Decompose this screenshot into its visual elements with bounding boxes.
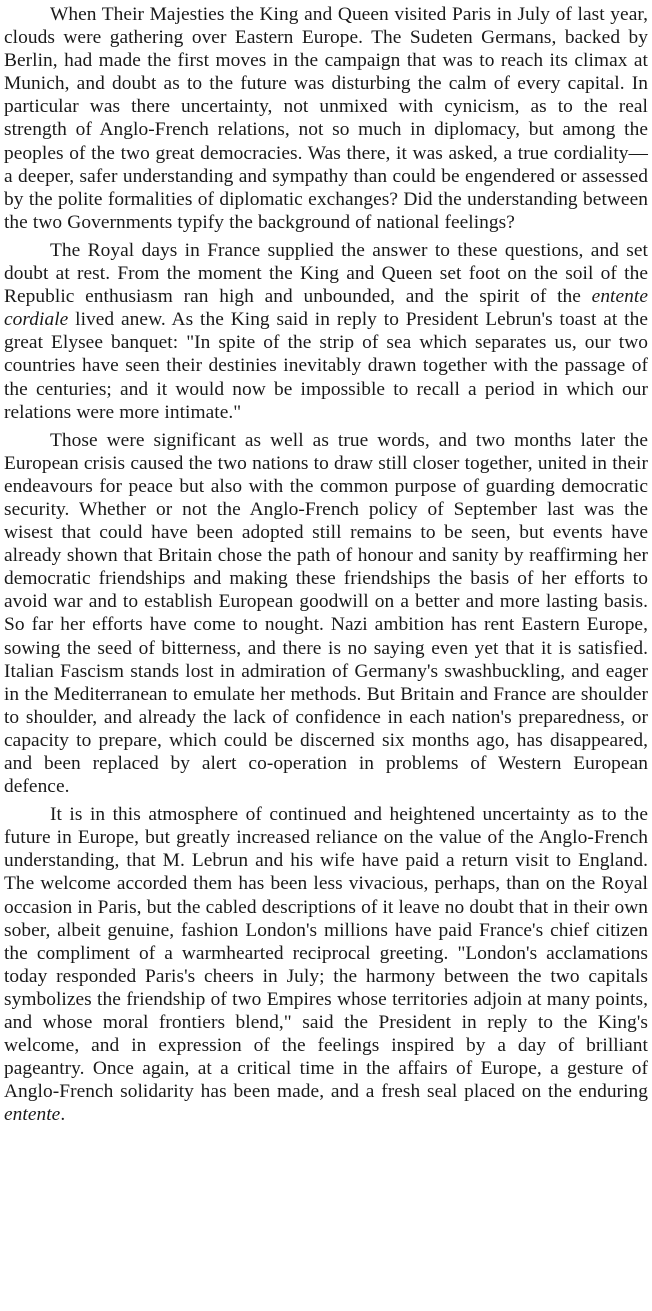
text-run: . <box>60 1104 66 1126</box>
text-run: Those were significant as well as true words, and two months later the European crisis caused the two nations to draw still closer together, united in their endeavours for peace but also with the common purpose of guarding democratic security. Whether or not the Anglo-French policy of September last was the wisest that could have been adopted still remains to be seen, but events have already shown that Britain chose the path of honour and sanity by reaffirming her democratic friendships and making these friendships the basis of her efforts to avoid war and to establish European goodwill on a better and more lasting basis. So far her efforts have come to nought. Nazi ambition has rent Eastern Europe, sowing the seed of bitterness, and there is no saying even yet that it is satisfied. Italian Fascism stands lost in admiration of Germany's swashbuckling, and eager in the Mediterranean to emulate her methods. But Britain and France are shoulder to shoulder, and already the lack of confidence in each nation's preparedness, or capacity to prepare, which could be discerned six months ago, has disappeared, and been replaced by alert co-operation in problems of Western European defence. <box>4 429 648 798</box>
article-body <box>4 3 648 1127</box>
article-paragraph <box>4 429 648 799</box>
article-paragraph <box>4 3 648 234</box>
text-run: lived anew. As the King said in reply to President Lebrun's toast at the great Elysee banquet: "In spite of the strip of sea which separates us, our two countries have seen their destinies inevitably drawn together with the passage of the centuries; and it would now be impossible to recall a period in which our relations were more intimate." <box>4 309 648 423</box>
article-paragraph <box>4 239 648 424</box>
text-run: When Their Majesties the King and Queen visited Paris in July of last year, clouds were gathering over Eastern Europe. The Sudeten Germans, backed by Berlin, had made the first moves in the campaign that was to reach its climax at Munich, and doubt as to the future was disturbing the calm of every capital. In particular was there uncertainty, not unmixed with cynicism, as to the real strength of Anglo-French relations, not so much in diplomacy, but among the peoples of the two great democracies. Was there, it was asked, a true cordiality—a deeper, safer understanding and sympathy than could be engendered or assessed by the polite formalities of diplomatic exchanges? Did the understanding between the two Governments typify the background of national feelings? <box>4 4 648 233</box>
italic-phrase: entente <box>4 1104 61 1126</box>
italic-phrase: entente cordiale <box>4 286 648 331</box>
text-run: It is in this atmosphere of continued and heightened uncertainty as to the future in Europe, but greatly increased reliance on the value of the Anglo-French understanding, that M. Lebrun and his wife have paid a return visit to England. The welcome accorded them has been less vivacious, perhaps, than on the Royal occasion in Paris, but the cabled descriptions of it leave no doubt that in their own sober, albeit genuine, fashion London's millions have paid France's chief citizen the compliment of a warmhearted reciprocal greeting. "London's acclamations today responded Paris's cheers in July; the harmony between the two capitals symbolizes the friendship of two Empires whose territories adjoin at many points, and whose moral frontiers blend," said the President in reply to the King's welcome, and in expression of the feelings inspired by a day of brilliant pageantry. Once again, at a critical time in the affairs of Europe, a gesture of Anglo-French solidarity has been made, and a fresh seal placed on the enduring <box>4 804 648 1103</box>
article-paragraph <box>4 803 648 1126</box>
text-run: The Royal days in France supplied the answer to these questions, and set doubt at rest. From the moment the King and Queen set foot on the soil of the Republic enthusiasm ran high and unbounded, and the spirit of the <box>4 239 648 308</box>
